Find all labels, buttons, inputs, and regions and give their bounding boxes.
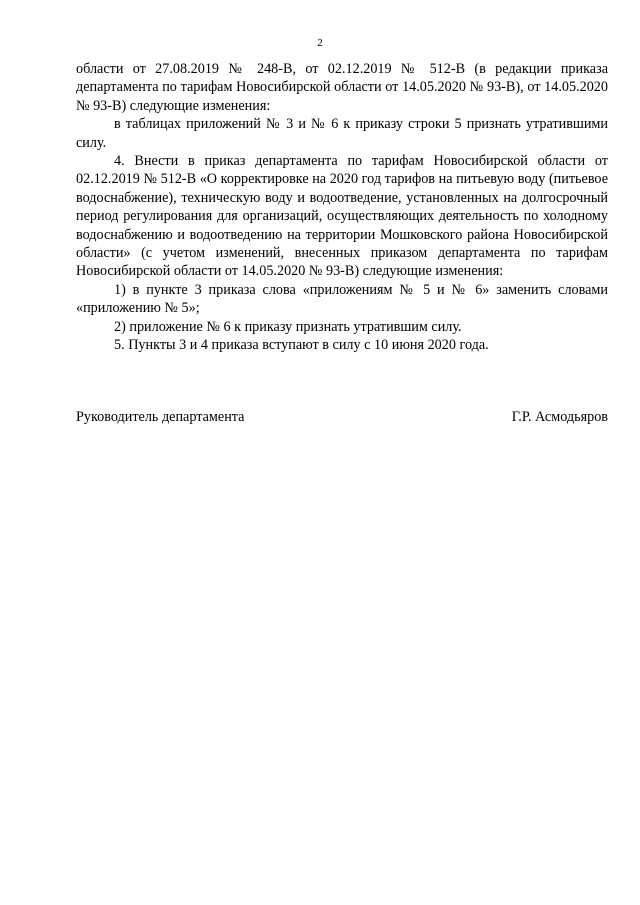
document-body bbox=[76, 60, 608, 355]
paragraph-tables-amendment: в таблицах приложений № 3 и № 6 к приказу строки 5 признать утратившими силу. bbox=[76, 116, 608, 151]
paragraph-item-4: 4. Внести в приказ департамента по тарифам Новосибирской области от 02.12.2019 № 512-В «О корректировке на 2020 год тарифов на питьевую воду (питьевое водоснабжение), техническую воду и водоотведение, установленных на долгосрочный период регулирования для организаций, осуществляющих деятельность по холодному водоснабжению и водоотведению на территории Мошковского района Новосибирской области» (с учетом изменений, внесенных приказом департамента по тарифам Новосибирской области от 14.05.2020 № 93-В) следующие изменения: bbox=[76, 153, 608, 280]
paragraph-item-5: 5. Пункты 3 и 4 приказа вступают в силу с 10 июня 2020 года. bbox=[114, 337, 489, 354]
paragraph-subitem-1: 1) в пункте 3 приказа слова «приложениям № 5 и № 6» заменить словами «приложению № 5»; bbox=[76, 281, 608, 317]
paragraph-subitem-2: 2) приложение № 6 к приказу признать утратившим силу. bbox=[114, 318, 462, 335]
page-number: 2 bbox=[317, 37, 323, 49]
signatory-name: Г.Р. Асмодьяров bbox=[511, 409, 608, 425]
paragraph-continuation: области от 27.08.2019 № 248-В, от 02.12.2019 № 512-В (в редакции приказа департамента по тарифам Новосибирской области от 14.05.2020 № 93-В), от 14.05.2020 № 93-В) следующие изменения: bbox=[76, 61, 608, 114]
signatory-role: Руководитель департамента bbox=[76, 409, 245, 425]
signature-block bbox=[76, 408, 608, 428]
